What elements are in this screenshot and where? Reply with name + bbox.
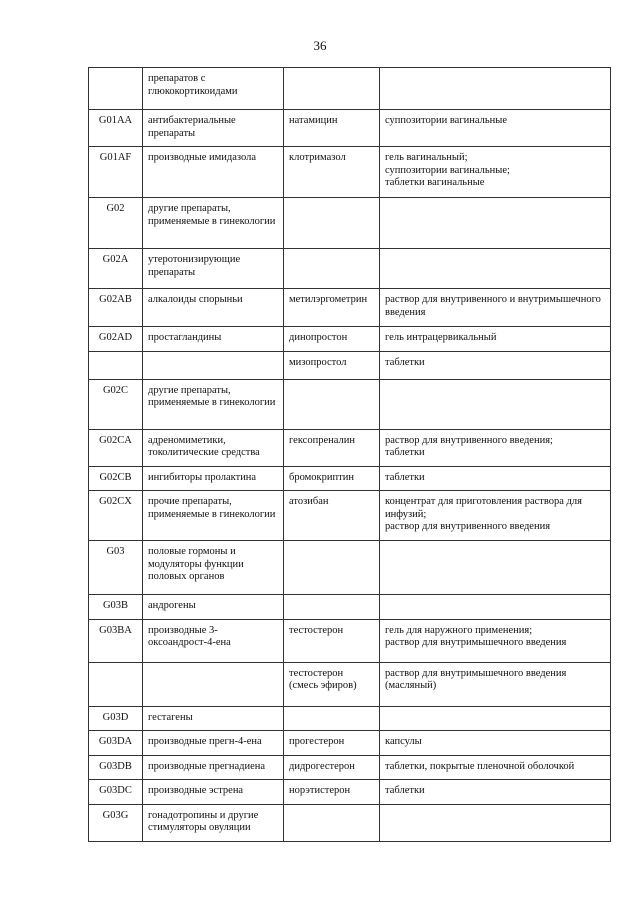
inn-cell: бромокриптин (284, 466, 380, 491)
code-cell: G03G (89, 804, 143, 841)
table-row (89, 68, 611, 110)
table-row (89, 755, 611, 780)
dosage-form-cell: суппозитории вагинальные (380, 110, 611, 147)
code-cell (89, 351, 143, 379)
group-cell (143, 662, 284, 706)
inn-cell: дидрогестерон (284, 755, 380, 780)
group-cell (143, 351, 284, 379)
group-cell: андрогены (143, 595, 284, 620)
code-cell: G02AD (89, 327, 143, 352)
inn-cell (284, 198, 380, 249)
table-row (89, 379, 611, 429)
group-cell: производные 3-оксоандрост-4-ена (143, 619, 284, 662)
code-cell: G03DB (89, 755, 143, 780)
inn-cell: гексопреналин (284, 429, 380, 466)
table-row (89, 595, 611, 620)
inn-cell (284, 706, 380, 731)
table-row (89, 541, 611, 595)
table-row (89, 731, 611, 756)
code-cell: G02CB (89, 466, 143, 491)
inn-cell: тестостерон (284, 619, 380, 662)
group-cell: производные эстрена (143, 780, 284, 805)
table-row (89, 466, 611, 491)
table-row (89, 804, 611, 841)
dosage-form-cell: гель для наружного применения; раствор для внутримышечного введения (380, 619, 611, 662)
inn-cell (284, 541, 380, 595)
dosage-form-cell: гель интрацервикальный (380, 327, 611, 352)
dosage-form-cell: концентрат для приготовления раствора для инфузий; раствор для внутривенного введения (380, 491, 611, 541)
group-cell: производные имидазола (143, 147, 284, 198)
code-cell: G02A (89, 249, 143, 289)
group-cell: другие препараты, применяемые в гинекологии (143, 379, 284, 429)
table-row (89, 110, 611, 147)
group-cell: гестагены (143, 706, 284, 731)
inn-cell: натамицин (284, 110, 380, 147)
dosage-form-cell: гель вагинальный; суппозитории вагинальные; таблетки вагинальные (380, 147, 611, 198)
inn-cell: норэтистерон (284, 780, 380, 805)
inn-cell: метилэргометрин (284, 289, 380, 327)
group-cell: другие препараты, применяемые в гинекологии (143, 198, 284, 249)
group-cell: производные прегнадиена (143, 755, 284, 780)
code-cell (89, 662, 143, 706)
code-cell: G03DC (89, 780, 143, 805)
table-row (89, 780, 611, 805)
inn-cell: атозибан (284, 491, 380, 541)
table-row (89, 289, 611, 327)
table-row (89, 662, 611, 706)
table-row (89, 249, 611, 289)
inn-cell: тестостерон (смесь эфиров) (284, 662, 380, 706)
dosage-form-cell (380, 379, 611, 429)
inn-cell: клотримазол (284, 147, 380, 198)
group-cell: ингибиторы пролактина (143, 466, 284, 491)
group-cell: гонадотропины и другие стимуляторы овуляции (143, 804, 284, 841)
table-row (89, 491, 611, 541)
inn-cell (284, 249, 380, 289)
table-row (89, 327, 611, 352)
group-cell: утеротонизирующие препараты (143, 249, 284, 289)
drug-table-body (89, 68, 611, 842)
inn-cell (284, 379, 380, 429)
table-row (89, 619, 611, 662)
dosage-form-cell (380, 68, 611, 110)
group-cell: антибактериальные препараты (143, 110, 284, 147)
group-cell: прочие препараты, применяемые в гинекологии (143, 491, 284, 541)
dosage-form-cell: таблетки (380, 351, 611, 379)
dosage-form-cell: таблетки (380, 466, 611, 491)
code-cell: G03 (89, 541, 143, 595)
inn-cell (284, 595, 380, 620)
group-cell: адреномиметики, токолитические средства (143, 429, 284, 466)
group-cell: простагландины (143, 327, 284, 352)
drug-table (88, 67, 611, 842)
dosage-form-cell (380, 541, 611, 595)
dosage-form-cell (380, 249, 611, 289)
code-cell: G03B (89, 595, 143, 620)
table-row (89, 351, 611, 379)
code-cell: G02CA (89, 429, 143, 466)
dosage-form-cell: раствор для внутривенного введения; таблетки (380, 429, 611, 466)
page-number: 36 (313, 38, 327, 53)
inn-cell: динопростон (284, 327, 380, 352)
code-cell: G03BA (89, 619, 143, 662)
code-cell (89, 68, 143, 110)
inn-cell: мизопростол (284, 351, 380, 379)
dosage-form-cell: раствор для внутривенного и внутримышечного введения (380, 289, 611, 327)
inn-cell (284, 68, 380, 110)
group-cell: препаратов с глюкокортикоидами (143, 68, 284, 110)
code-cell: G01AA (89, 110, 143, 147)
dosage-form-cell: капсулы (380, 731, 611, 756)
table-row (89, 198, 611, 249)
code-cell: G02AB (89, 289, 143, 327)
table-row (89, 429, 611, 466)
dosage-form-cell (380, 595, 611, 620)
dosage-form-cell (380, 706, 611, 731)
table-row (89, 147, 611, 198)
code-cell: G02CX (89, 491, 143, 541)
group-cell: алкалоиды спорыньи (143, 289, 284, 327)
dosage-form-cell (380, 198, 611, 249)
inn-cell: прогестерон (284, 731, 380, 756)
dosage-form-cell: раствор для внутримышечного введения (масляный) (380, 662, 611, 706)
dosage-form-cell (380, 804, 611, 841)
code-cell: G03D (89, 706, 143, 731)
inn-cell (284, 804, 380, 841)
table-row (89, 706, 611, 731)
dosage-form-cell: таблетки (380, 780, 611, 805)
code-cell: G03DA (89, 731, 143, 756)
group-cell: половые гормоны и модуляторы функции половых органов (143, 541, 284, 595)
group-cell: производные прегн-4-ена (143, 731, 284, 756)
code-cell: G02 (89, 198, 143, 249)
code-cell: G02C (89, 379, 143, 429)
dosage-form-cell: таблетки, покрытые пленочной оболочкой (380, 755, 611, 780)
code-cell: G01AF (89, 147, 143, 198)
